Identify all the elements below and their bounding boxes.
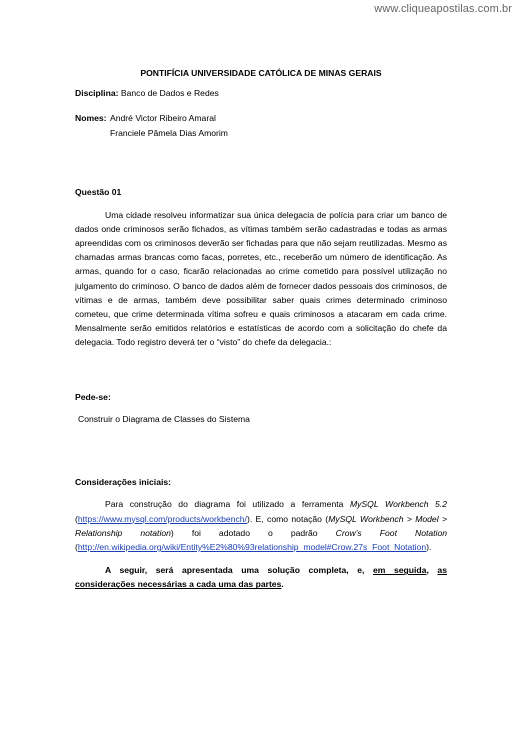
considerations-label: Considerações iniciais: xyxy=(75,476,171,487)
text-part: . xyxy=(281,579,284,590)
request-task: Construir o Diagrama de Classes do Sistema xyxy=(78,414,250,425)
discipline-line xyxy=(75,86,447,100)
text-part: ) foi adotado o padrão xyxy=(170,527,336,538)
final-note xyxy=(75,563,447,591)
request-label: Pede-se: xyxy=(75,391,111,402)
document-page xyxy=(75,66,447,600)
discipline-label: Disciplina: xyxy=(75,88,119,99)
underlined-text: em seguida xyxy=(372,565,427,576)
notation-name: Crow’s Foot Notation xyxy=(335,527,447,538)
text-part: ). xyxy=(426,542,432,553)
text-part: ( xyxy=(75,513,78,524)
names-block xyxy=(75,111,447,139)
text-part: , xyxy=(426,565,438,576)
text-part: ). E, como notação ( xyxy=(246,513,329,524)
menu-path: MySQL Workbench > Model > Relationship notation xyxy=(75,513,447,538)
author-name: Franciele Pâmela Dias Amorim xyxy=(110,127,228,138)
institution-title: PONTIFÍCIA UNIVERSIDADE CATÓLICA DE MINAS GERAIS xyxy=(140,68,382,78)
text-part: A seguir, será apresentada uma solução completa, e, xyxy=(105,565,373,576)
author-name: André Victor Ribeiro Amaral xyxy=(110,113,216,124)
discipline-value: Banco de Dados e Redes xyxy=(120,88,219,99)
wikipedia-link[interactable]: http://en.wikipedia.org/wiki/Entity%E2%80%93relationship_model#Crow.27s_Foot_Notation xyxy=(77,542,427,553)
underlined-text: as considerações necessárias a cada uma das partes xyxy=(75,565,447,590)
watermark: www.cliqueapostilas.com.br xyxy=(374,3,512,15)
text-part: ( xyxy=(75,542,78,553)
names-label: Nomes: xyxy=(75,113,107,124)
text-part: Para construção do diagrama foi utilizado a ferramenta xyxy=(105,499,350,510)
question-title: Questão 01 xyxy=(75,186,122,197)
question-text: Uma cidade resolveu informatizar sua única delegacia de polícia para criar um banco de dados onde criminosos serão fichados, as vítimas também serão cadastradas e todas as armas apreendidas com os criminosos deverão ser fichadas para que não sejam reutilizadas. Mesmo as chamadas armas brancas como facas, porretes, etc., receberão um número de identificação. As armas, quando for o caso, ficarão relacionadas ao crime cometido para possível utilização no julgamento do criminoso. O banco de dados além de fornecer dados pessoais dos criminosos, de vítimas e de armas, também deve possibilitar saber quais crimes determinado criminoso cometeu, que crime determinada vítima sofreu e quais criminosos a atacaram em cada crime. Mensalmente serão emitidos relatórios e estatísticas de acordo com a solicitação do chefe da delegacia. Todo registro deverá ter o “visto” do chefe da delegacia.: xyxy=(75,209,447,348)
tool-name: MySQL Workbench 5.2 xyxy=(349,499,447,510)
mysql-workbench-link[interactable]: https://www.mysql.com/products/workbench/ xyxy=(77,513,247,524)
considerations-paragraph xyxy=(75,497,447,554)
